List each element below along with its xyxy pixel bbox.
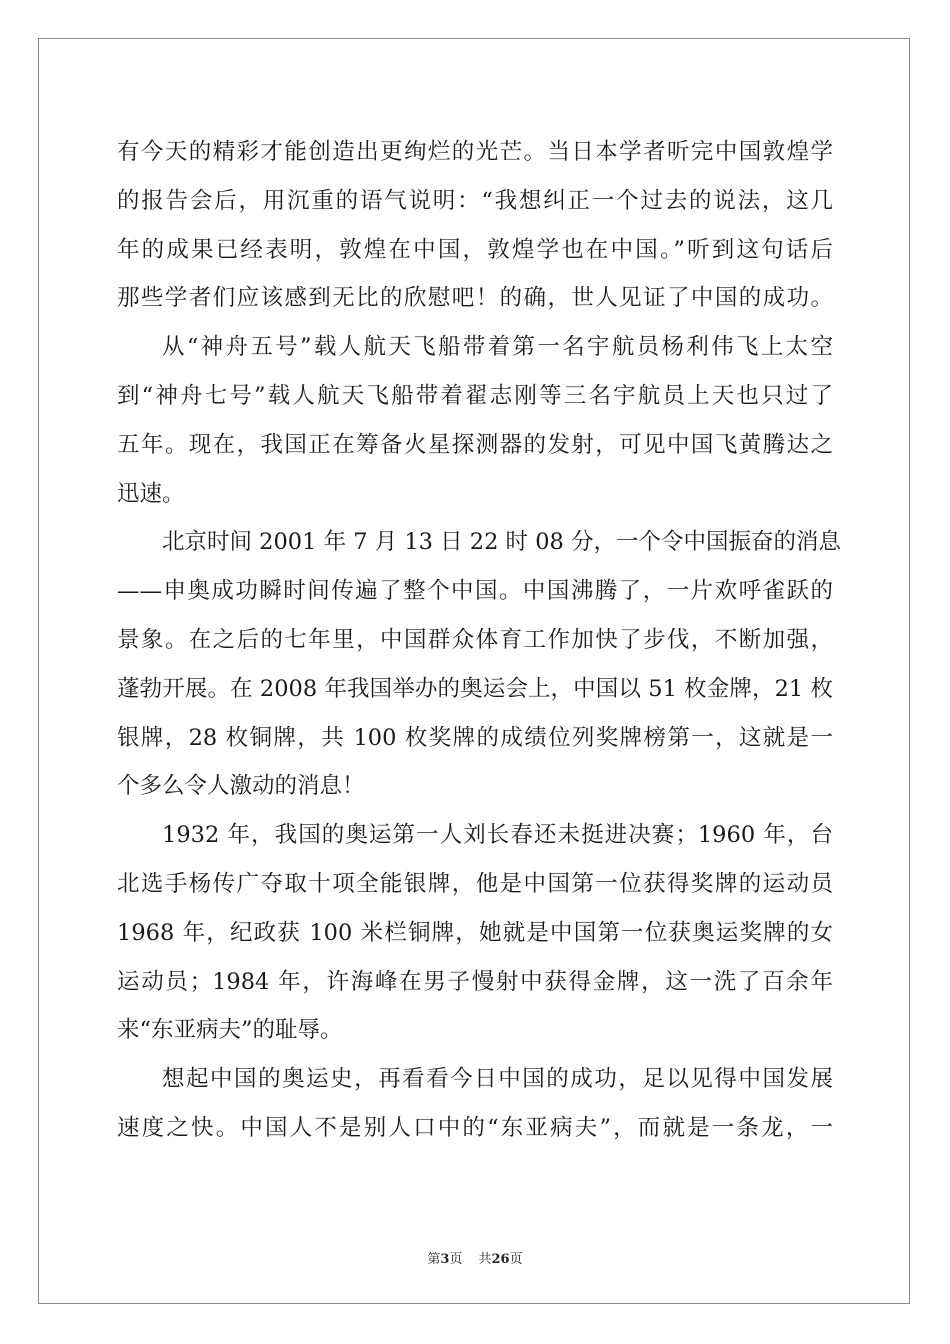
- page-suffix: 页: [449, 1252, 463, 1267]
- text-line-paragraph-start: 1932 年，我国的奥运第一人刘长春还未挺进决赛；1960 年，台: [162, 822, 833, 849]
- text-line-paragraph-end: 来“东亚病夫”的耻辱。: [117, 1017, 343, 1044]
- text-line: 北选手杨传广夺取十项全能银牌，他是中国第一位获得奖牌的运动员: [117, 870, 833, 897]
- text-line-paragraph-end: 个多么令人激动的消息！: [117, 773, 365, 800]
- text-line-paragraph-start: 北京时间 2001 年 7 月 13 日 22 时 08 分，一个令中国振奋的消息: [162, 529, 841, 556]
- page-number: 3: [440, 1252, 450, 1267]
- text-line: 那些学者们应该感到无比的欣慰吧！的确，世人见证了中国的成功。: [117, 285, 833, 312]
- text-line: 到“神舟七号”载人航天飞船带着翟志刚等三名宇航员上天也只过了: [117, 382, 833, 409]
- text-line: 银牌，28 枚铜牌，共 100 枚奖牌的成绩位列奖牌榜第一，这就是一: [117, 724, 833, 751]
- text-line-paragraph-start: 想起中国的奥运史，再看看今日中国的成功，足以见得中国发展: [162, 1066, 833, 1093]
- text-line: 的报告会后，用沉重的语气说明：“我想纠正一个过去的说法，这几: [117, 187, 833, 214]
- total-pages: 26: [491, 1252, 510, 1267]
- text-line: 运动员；1984 年，许海峰在男子慢射中获得金牌，这一洗了百余年: [117, 968, 833, 995]
- text-line: 五年。现在，我国正在筹备火星探测器的发射，可见中国飞黄腾达之: [117, 431, 833, 458]
- total-prefix: 共: [478, 1252, 492, 1267]
- text-line-paragraph-start: 从“神舟五号”载人航天飞船带着第一名宇航员杨利伟飞上太空: [162, 334, 833, 361]
- text-line: 蓬勃开展。在 2008 年我国举办的奥运会上，中国以 51 枚金牌，21 枚: [117, 675, 833, 702]
- text-line: 年的成果已经表明，敦煌在中国，敦煌学也在中国。”听到这句话后: [117, 236, 833, 263]
- page-prefix: 第: [427, 1252, 441, 1267]
- text-line: ——申奥成功瞬时间传遍了整个中国。中国沸腾了，一片欢呼雀跃的: [117, 578, 833, 605]
- text-line: 1968 年，纪政获 100 米栏铜牌，她就是中国第一位获奥运奖牌的女: [117, 919, 833, 946]
- text-line-paragraph-end: 迅速。: [117, 480, 185, 507]
- text-line: 有今天的精彩才能创造出更绚烂的光芒。当日本学者听完中国敦煌学: [117, 139, 833, 165]
- text-line: 景象。在之后的七年里，中国群众体育工作加快了步伐，不断加强，: [117, 626, 833, 653]
- page-footer: [0, 1248, 950, 1267]
- document-body: [117, 128, 841, 1153]
- text-line: 速度之快。中国人不是别人口中的“东亚病夫”，而就是一条龙，一: [117, 1114, 833, 1141]
- total-suffix: 页: [509, 1252, 523, 1267]
